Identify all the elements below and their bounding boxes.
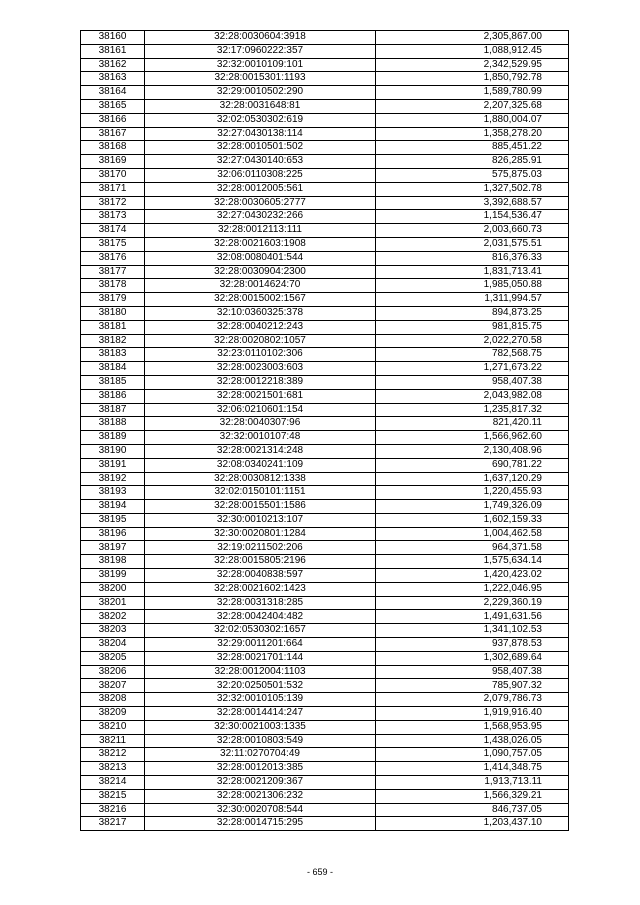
amount-cell: 2,342,529.95 xyxy=(376,58,569,72)
row-number-cell: 38197 xyxy=(81,541,145,555)
cadastral-code-cell: 32:28:0014715:295 xyxy=(145,817,376,831)
row-number-cell: 38216 xyxy=(81,803,145,817)
cadastral-code-cell: 32:06:0110308:225 xyxy=(145,168,376,182)
table-row xyxy=(81,320,569,334)
amount-cell: 782,568.75 xyxy=(376,348,569,362)
row-number-cell: 38204 xyxy=(81,638,145,652)
table-row xyxy=(81,403,569,417)
cadastral-code-cell: 32:28:0021209:367 xyxy=(145,776,376,790)
amount-cell: 846,737.05 xyxy=(376,803,569,817)
table-row xyxy=(81,486,569,500)
table-row xyxy=(81,44,569,58)
table-row xyxy=(81,624,569,638)
cadastral-code-cell: 32:28:0021603:1908 xyxy=(145,237,376,251)
table-row xyxy=(81,513,569,527)
cadastral-code-cell: 32:30:0020708:544 xyxy=(145,803,376,817)
amount-cell: 964,371.58 xyxy=(376,541,569,555)
amount-cell: 1,568,953.95 xyxy=(376,720,569,734)
table-row xyxy=(81,789,569,803)
amount-cell: 1,420,423.02 xyxy=(376,569,569,583)
cadastral-code-cell: 32:20:0250501:532 xyxy=(145,679,376,693)
cadastral-code-cell: 32:08:0080401:544 xyxy=(145,251,376,265)
table-row xyxy=(81,224,569,238)
cadastral-code-cell: 32:28:0014414:247 xyxy=(145,707,376,721)
table-row xyxy=(81,99,569,113)
row-number-cell: 38182 xyxy=(81,334,145,348)
amount-cell: 1,311,994.57 xyxy=(376,293,569,307)
amount-cell: 1,491,631.56 xyxy=(376,610,569,624)
table-row xyxy=(81,638,569,652)
table-row xyxy=(81,168,569,182)
table-row xyxy=(81,417,569,431)
table-row xyxy=(81,817,569,831)
table-row xyxy=(81,679,569,693)
amount-cell: 1,566,329.21 xyxy=(376,789,569,803)
row-number-cell: 38177 xyxy=(81,265,145,279)
table-row xyxy=(81,541,569,555)
amount-cell: 1,566,962.60 xyxy=(376,431,569,445)
table-row xyxy=(81,306,569,320)
table-row xyxy=(81,596,569,610)
amount-cell: 2,079,786.73 xyxy=(376,693,569,707)
amount-cell: 1,913,713.11 xyxy=(376,776,569,790)
row-number-cell: 38214 xyxy=(81,776,145,790)
cadastral-code-cell: 32:28:0012013:385 xyxy=(145,762,376,776)
amount-cell: 1,589,780.99 xyxy=(376,86,569,100)
cadastral-code-cell: 32:19:0211502:206 xyxy=(145,541,376,555)
amount-cell: 1,154,536.47 xyxy=(376,210,569,224)
table-row xyxy=(81,431,569,445)
table-row xyxy=(81,348,569,362)
amount-cell: 1,235,817.32 xyxy=(376,403,569,417)
row-number-cell: 38170 xyxy=(81,168,145,182)
cadastral-code-cell: 32:11:0270704:49 xyxy=(145,748,376,762)
cadastral-code-cell: 32:28:0021602:1423 xyxy=(145,582,376,596)
row-number-cell: 38176 xyxy=(81,251,145,265)
row-number-cell: 38162 xyxy=(81,58,145,72)
amount-cell: 1,271,673.22 xyxy=(376,362,569,376)
row-number-cell: 38217 xyxy=(81,817,145,831)
amount-cell: 690,781.22 xyxy=(376,458,569,472)
amount-cell: 1,637,120.29 xyxy=(376,472,569,486)
row-number-cell: 38178 xyxy=(81,279,145,293)
cadastral-code-cell: 32:29:0011201:664 xyxy=(145,638,376,652)
row-number-cell: 38174 xyxy=(81,224,145,238)
cadastral-code-cell: 32:28:0040307:96 xyxy=(145,417,376,431)
table-row xyxy=(81,555,569,569)
row-number-cell: 38199 xyxy=(81,569,145,583)
cadastral-code-cell: 32:28:0012218:389 xyxy=(145,375,376,389)
row-number-cell: 38207 xyxy=(81,679,145,693)
cadastral-code-cell: 32:02:0150101:1151 xyxy=(145,486,376,500)
row-number-cell: 38213 xyxy=(81,762,145,776)
amount-cell: 894,873.25 xyxy=(376,306,569,320)
table-row xyxy=(81,196,569,210)
amount-cell: 2,305,867.00 xyxy=(376,31,569,45)
row-number-cell: 38193 xyxy=(81,486,145,500)
table-row xyxy=(81,569,569,583)
row-number-cell: 38184 xyxy=(81,362,145,376)
amount-cell: 1,358,278.20 xyxy=(376,127,569,141)
amount-cell: 2,022,270.58 xyxy=(376,334,569,348)
row-number-cell: 38194 xyxy=(81,500,145,514)
row-number-cell: 38210 xyxy=(81,720,145,734)
row-number-cell: 38203 xyxy=(81,624,145,638)
amount-cell: 1,414,348.75 xyxy=(376,762,569,776)
cadastral-code-cell: 32:27:0430140:653 xyxy=(145,155,376,169)
row-number-cell: 38201 xyxy=(81,596,145,610)
cadastral-code-cell: 32:28:0012004:1103 xyxy=(145,665,376,679)
cadastral-code-cell: 32:02:0530302:1657 xyxy=(145,624,376,638)
table-row xyxy=(81,472,569,486)
cadastral-code-cell: 32:08:0340241:109 xyxy=(145,458,376,472)
amount-cell: 1,831,713.41 xyxy=(376,265,569,279)
cadastral-code-cell: 32:28:0010501:502 xyxy=(145,141,376,155)
cadastral-code-cell: 32:27:0430232:266 xyxy=(145,210,376,224)
table-row xyxy=(81,293,569,307)
row-number-cell: 38209 xyxy=(81,707,145,721)
cadastral-code-cell: 32:28:0023003:603 xyxy=(145,362,376,376)
cadastral-code-cell: 32:28:0031318:285 xyxy=(145,596,376,610)
cadastral-code-cell: 32:17:0960222:357 xyxy=(145,44,376,58)
amount-cell: 826,285.91 xyxy=(376,155,569,169)
cadastral-code-cell: 32:28:0031648:81 xyxy=(145,99,376,113)
amount-cell: 937,878.53 xyxy=(376,638,569,652)
table-row xyxy=(81,610,569,624)
table-row xyxy=(81,734,569,748)
table-row xyxy=(81,31,569,45)
cadastral-code-cell: 32:28:0021314:248 xyxy=(145,444,376,458)
cadastral-code-cell: 32:30:0021003:1335 xyxy=(145,720,376,734)
row-number-cell: 38188 xyxy=(81,417,145,431)
table-body xyxy=(81,31,569,831)
table-row xyxy=(81,210,569,224)
row-number-cell: 38200 xyxy=(81,582,145,596)
row-number-cell: 38165 xyxy=(81,99,145,113)
row-number-cell: 38189 xyxy=(81,431,145,445)
cadastral-code-cell: 32:28:0040212:243 xyxy=(145,320,376,334)
cadastral-code-cell: 32:28:0015501:1586 xyxy=(145,500,376,514)
table-row xyxy=(81,279,569,293)
row-number-cell: 38206 xyxy=(81,665,145,679)
table-row xyxy=(81,720,569,734)
amount-cell: 1,203,437.10 xyxy=(376,817,569,831)
cadastral-code-cell: 32:28:0014624:70 xyxy=(145,279,376,293)
table-row xyxy=(81,362,569,376)
row-number-cell: 38175 xyxy=(81,237,145,251)
amount-cell: 1,302,689.64 xyxy=(376,651,569,665)
amount-cell: 2,229,360.19 xyxy=(376,596,569,610)
amount-cell: 2,003,660.73 xyxy=(376,224,569,238)
cadastral-code-cell: 32:28:0020802:1057 xyxy=(145,334,376,348)
row-number-cell: 38168 xyxy=(81,141,145,155)
table-row xyxy=(81,155,569,169)
amount-cell: 3,392,688.57 xyxy=(376,196,569,210)
cadastral-code-cell: 32:28:0012005:561 xyxy=(145,182,376,196)
table-row xyxy=(81,86,569,100)
cadastral-code-cell: 32:28:0021501:681 xyxy=(145,389,376,403)
row-number-cell: 38186 xyxy=(81,389,145,403)
cadastral-code-cell: 32:32:0010105:139 xyxy=(145,693,376,707)
amount-cell: 575,875.03 xyxy=(376,168,569,182)
amount-cell: 1,088,912.45 xyxy=(376,44,569,58)
table-row xyxy=(81,458,569,472)
cadastral-code-cell: 32:28:0030904:2300 xyxy=(145,265,376,279)
row-number-cell: 38173 xyxy=(81,210,145,224)
table-row xyxy=(81,113,569,127)
table-row xyxy=(81,651,569,665)
amount-cell: 1,220,455.93 xyxy=(376,486,569,500)
row-number-cell: 38166 xyxy=(81,113,145,127)
amount-cell: 2,043,982.08 xyxy=(376,389,569,403)
table-row xyxy=(81,500,569,514)
table-row xyxy=(81,803,569,817)
amount-cell: 1,919,916.40 xyxy=(376,707,569,721)
amount-cell: 1,985,050.88 xyxy=(376,279,569,293)
row-number-cell: 38172 xyxy=(81,196,145,210)
cadastral-code-cell: 32:29:0010502:290 xyxy=(145,86,376,100)
table-row xyxy=(81,237,569,251)
table-row xyxy=(81,72,569,86)
row-number-cell: 38208 xyxy=(81,693,145,707)
table-row xyxy=(81,251,569,265)
row-number-cell: 38198 xyxy=(81,555,145,569)
amount-cell: 1,602,159.33 xyxy=(376,513,569,527)
row-number-cell: 38179 xyxy=(81,293,145,307)
row-number-cell: 38167 xyxy=(81,127,145,141)
row-number-cell: 38164 xyxy=(81,86,145,100)
row-number-cell: 38187 xyxy=(81,403,145,417)
row-number-cell: 38195 xyxy=(81,513,145,527)
row-number-cell: 38183 xyxy=(81,348,145,362)
amount-cell: 816,376.33 xyxy=(376,251,569,265)
amount-cell: 958,407.38 xyxy=(376,665,569,679)
cadastral-code-cell: 32:30:0020801:1284 xyxy=(145,527,376,541)
table-row xyxy=(81,582,569,596)
row-number-cell: 38196 xyxy=(81,527,145,541)
amount-cell: 1,090,757.05 xyxy=(376,748,569,762)
table-row xyxy=(81,665,569,679)
amount-cell: 958,407.38 xyxy=(376,375,569,389)
table-row xyxy=(81,693,569,707)
amount-cell: 981,815.75 xyxy=(376,320,569,334)
table-row xyxy=(81,265,569,279)
row-number-cell: 38171 xyxy=(81,182,145,196)
amount-cell: 1,575,634.14 xyxy=(376,555,569,569)
table-row xyxy=(81,334,569,348)
cadastral-code-cell: 32:28:0021701:144 xyxy=(145,651,376,665)
row-number-cell: 38205 xyxy=(81,651,145,665)
row-number-cell: 38190 xyxy=(81,444,145,458)
cadastral-code-cell: 32:28:0015805:2196 xyxy=(145,555,376,569)
cadastral-code-cell: 32:06:0210601:154 xyxy=(145,403,376,417)
table-row xyxy=(81,707,569,721)
cadastral-code-cell: 32:30:0010213:107 xyxy=(145,513,376,527)
cadastral-code-cell: 32:32:0010109:101 xyxy=(145,58,376,72)
cadastral-code-cell: 32:28:0015301:1193 xyxy=(145,72,376,86)
row-number-cell: 38160 xyxy=(81,31,145,45)
table-row xyxy=(81,58,569,72)
cadastral-code-cell: 32:32:0010107:48 xyxy=(145,431,376,445)
amount-cell: 885,451.22 xyxy=(376,141,569,155)
cadastral-code-cell: 32:28:0040838:597 xyxy=(145,569,376,583)
table-row xyxy=(81,141,569,155)
amount-cell: 785,907.32 xyxy=(376,679,569,693)
amount-cell: 2,130,408.96 xyxy=(376,444,569,458)
amount-cell: 821,420.11 xyxy=(376,417,569,431)
row-number-cell: 38202 xyxy=(81,610,145,624)
data-table xyxy=(80,30,569,831)
row-number-cell: 38169 xyxy=(81,155,145,169)
amount-cell: 1,341,102.53 xyxy=(376,624,569,638)
table-row xyxy=(81,127,569,141)
amount-cell: 2,031,575.51 xyxy=(376,237,569,251)
cadastral-code-cell: 32:28:0021306:232 xyxy=(145,789,376,803)
row-number-cell: 38211 xyxy=(81,734,145,748)
table-row xyxy=(81,748,569,762)
cadastral-code-cell: 32:28:0042404:482 xyxy=(145,610,376,624)
table-row xyxy=(81,375,569,389)
row-number-cell: 38163 xyxy=(81,72,145,86)
cadastral-code-cell: 32:02:0530302:619 xyxy=(145,113,376,127)
row-number-cell: 38181 xyxy=(81,320,145,334)
table-row xyxy=(81,182,569,196)
cadastral-code-cell: 32:28:0010803:549 xyxy=(145,734,376,748)
table-row xyxy=(81,389,569,403)
cadastral-code-cell: 32:28:0030812:1338 xyxy=(145,472,376,486)
row-number-cell: 38180 xyxy=(81,306,145,320)
table-row xyxy=(81,762,569,776)
amount-cell: 1,880,004.07 xyxy=(376,113,569,127)
row-number-cell: 38215 xyxy=(81,789,145,803)
cadastral-code-cell: 32:28:0030604:3918 xyxy=(145,31,376,45)
amount-cell: 2,207,325.68 xyxy=(376,99,569,113)
row-number-cell: 38212 xyxy=(81,748,145,762)
row-number-cell: 38192 xyxy=(81,472,145,486)
cadastral-code-cell: 32:27:0430138:114 xyxy=(145,127,376,141)
table-row xyxy=(81,444,569,458)
table-row xyxy=(81,776,569,790)
page-number: - 659 - xyxy=(306,867,333,877)
table-row xyxy=(81,527,569,541)
cadastral-code-cell: 32:28:0030605:2777 xyxy=(145,196,376,210)
row-number-cell: 38191 xyxy=(81,458,145,472)
amount-cell: 1,004,462.58 xyxy=(376,527,569,541)
amount-cell: 1,749,326.09 xyxy=(376,500,569,514)
cadastral-code-cell: 32:28:0015002:1567 xyxy=(145,293,376,307)
amount-cell: 1,327,502.78 xyxy=(376,182,569,196)
amount-cell: 1,438,026.05 xyxy=(376,734,569,748)
amount-cell: 1,850,792.78 xyxy=(376,72,569,86)
cadastral-code-cell: 32:23:0110102:306 xyxy=(145,348,376,362)
row-number-cell: 38161 xyxy=(81,44,145,58)
row-number-cell: 38185 xyxy=(81,375,145,389)
amount-cell: 1,222,046.95 xyxy=(376,582,569,596)
cadastral-code-cell: 32:28:0012113:111 xyxy=(145,224,376,238)
cadastral-code-cell: 32:10:0360325:378 xyxy=(145,306,376,320)
